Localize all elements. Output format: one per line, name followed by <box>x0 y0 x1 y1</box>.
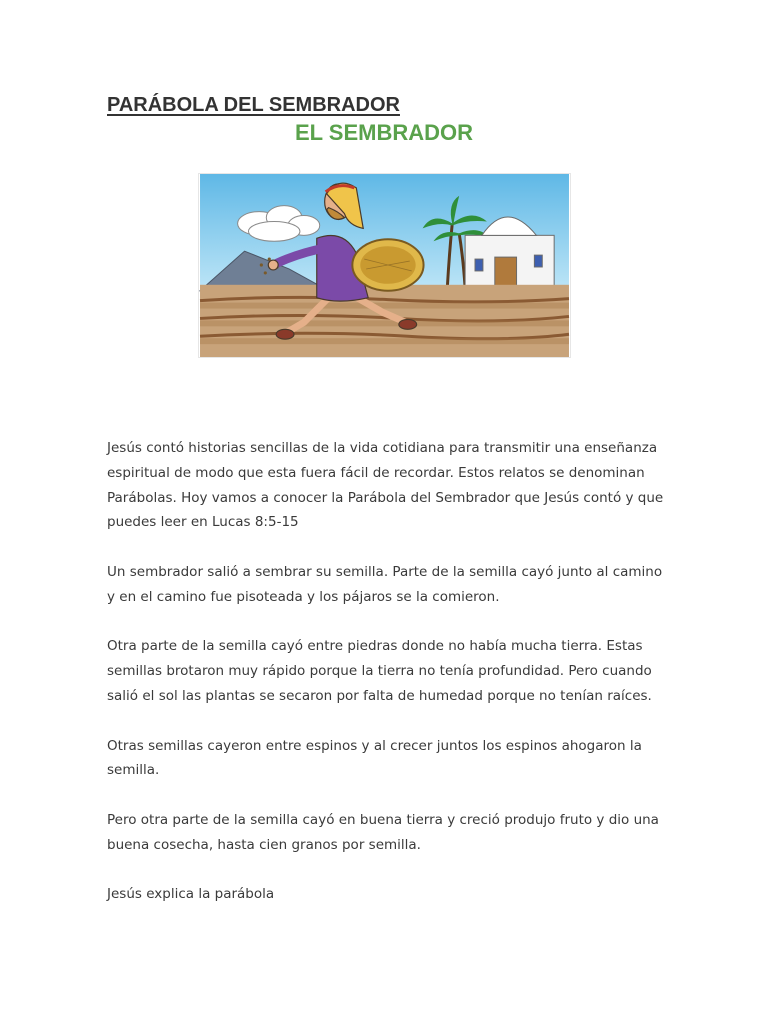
page-title: PARÁBOLA DEL SEMBRADOR <box>107 94 400 116</box>
sower-illustration <box>198 173 571 358</box>
paragraph-path: Un sembrador salió a sembrar su semilla. Parte de la semilla cayó junto al camino y en el camino fue pisoteada y los pájaros se la comieron. <box>107 563 663 605</box>
body-text <box>107 436 667 932</box>
page-subtitle: EL SEMBRADOR <box>294 120 474 145</box>
paragraph-intro: Jesús contó historias sencillas de la vida cotidiana para transmitir una enseñanza espiritual de modo que esta fuera fácil de recordar. Estos relatos se denominan Parábolas. Hoy vamos a conocer la Parábola del Sembrador que Jesús contó y que puedes leer en Lucas 8:5-15 <box>107 440 664 531</box>
paragraph-thorns: Otras semillas cayeron entre espinos y al crecer juntos los espinos ahogaron la semilla. <box>107 737 642 779</box>
paragraph-rocks: Otra parte de la semilla cayó entre piedras donde no había mucha tierra. Estas semillas brotaron muy rápido porque la tierra no tenía profundidad. Pero cuando salió el sol las plantas se secaron por falta de humedad porque no tenían raíces. <box>107 638 652 704</box>
paragraph-good-soil: Pero otra parte de la semilla cayó en buena tierra y creció produjo fruto y dio una buena cosecha, hasta cien granos por semilla. <box>107 811 659 853</box>
sower-illustration-icon <box>199 174 570 357</box>
paragraph-explanation-heading: Jesús explica la parábola <box>107 886 275 903</box>
